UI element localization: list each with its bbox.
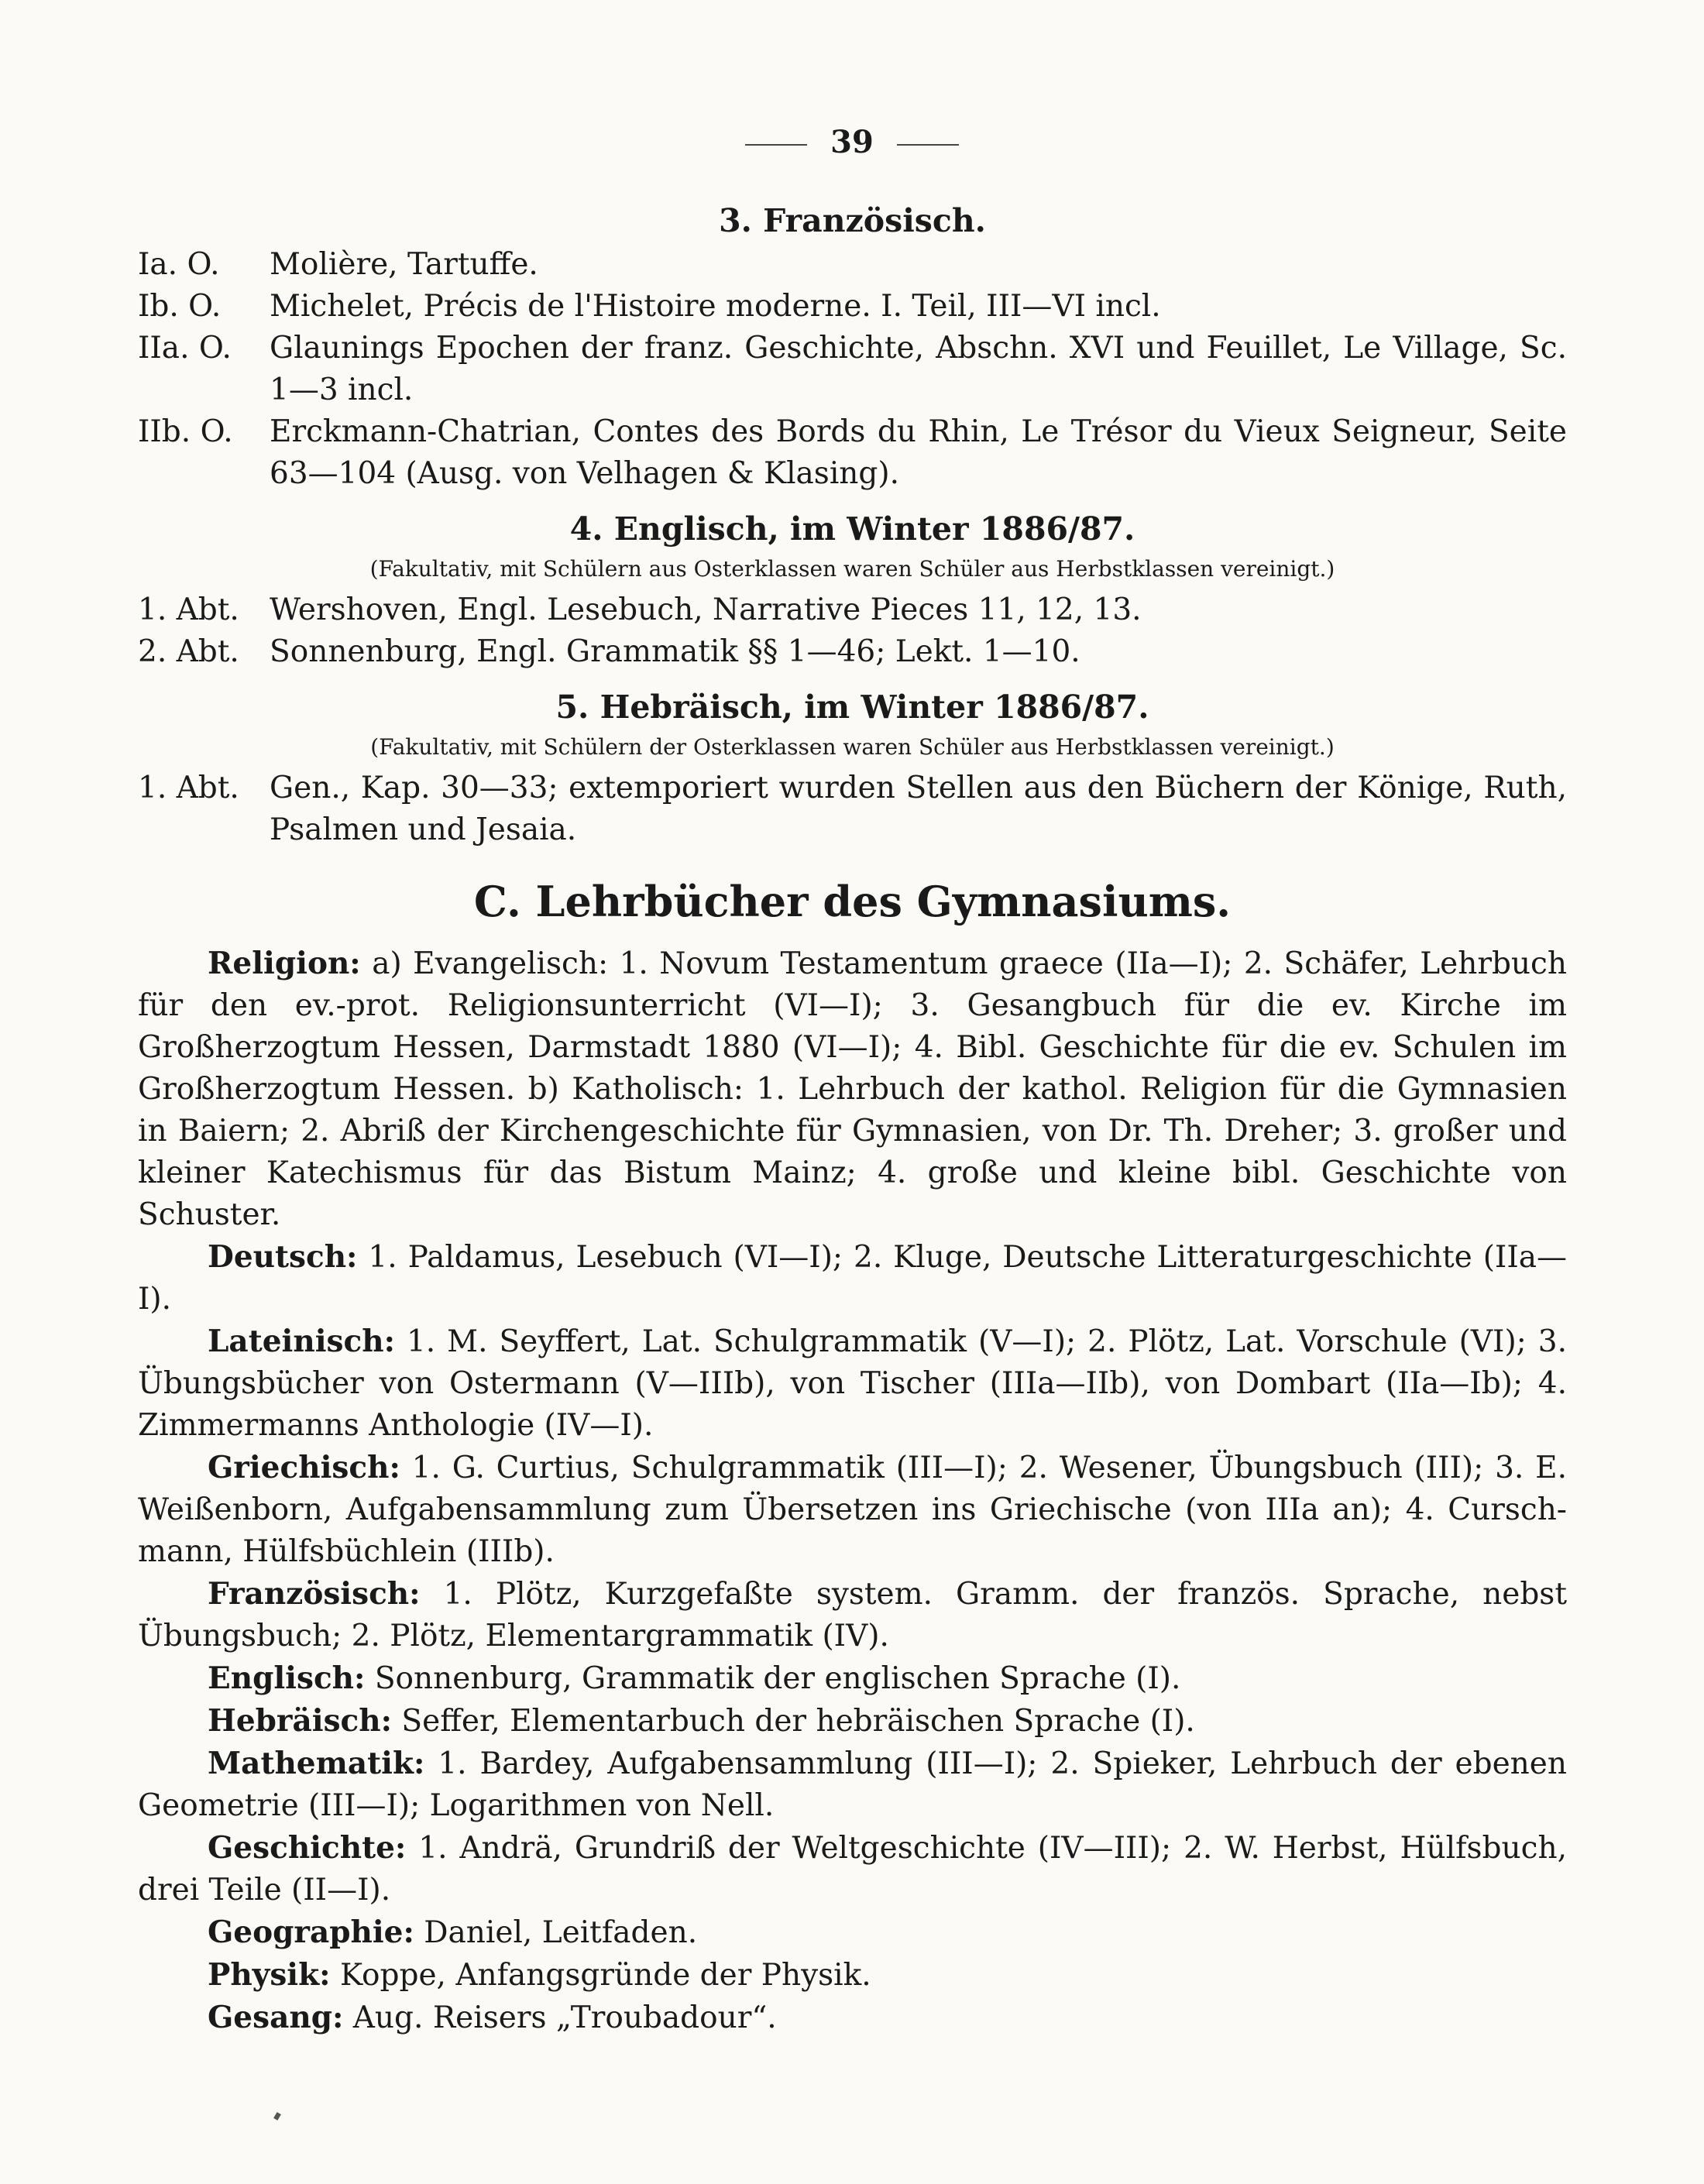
textbooks-title: C. Lehrbücher des Gymnasiums. — [473, 877, 1232, 926]
subject-label: Mathematik: — [208, 1746, 425, 1781]
entry-text: Erckmann-Chatrian, Contes des Bords du Rhin, Le Trésor du Vieux Seigneur, Seite 63—104 (Ausg. von Velhagen & Klasing). — [270, 414, 1567, 491]
print-speck — [273, 2112, 281, 2120]
subject-text: 1. G. Curtius, Schulgrammatik (III—I); 2. Wesener, Übungsbuch (III); 3. E. Weißenborn, Aufgabensammlung zum Übersetzen ins Griechische (von IIIa an); 4. Cursch-mann, Hülfsbüchlein (IIIb). — [138, 1451, 1567, 1569]
textbook-paragraph-deutsch — [138, 1236, 1567, 1320]
spacer — [138, 495, 1567, 506]
header-rule-right — [897, 144, 959, 146]
spacer — [138, 673, 1567, 684]
french-entry — [138, 411, 1567, 495]
entry-label: 2. Abt. — [138, 634, 239, 669]
entry-text: Molière, Tartuffe. — [270, 247, 538, 282]
entry-text: Michelet, Précis de l'Histoire moderne. I. Teil, III—VI incl. — [270, 289, 1161, 324]
subject-label: Gesang: — [208, 2000, 344, 2035]
textbook-paragraph-lateinisch — [138, 1320, 1567, 1447]
hebrew-note: (Fakultativ, mit Schülern der Osterklassen waren Schüler aus Herbstklassen vereinigt.) — [370, 734, 1335, 760]
english-heading: 4. Englisch, im Winter 1886/87. — [569, 510, 1135, 548]
page-content — [138, 197, 1567, 2039]
page-number-header — [0, 124, 1704, 160]
subject-label: Religion: — [208, 946, 361, 981]
subject-text: 1. Andrä, Grundriß der Weltgeschichte (IV—III); 2. W. Herbst, Hülfsbuch, drei Teile (II—I). — [138, 1831, 1567, 1908]
entry-label: 1. Abt. — [138, 592, 239, 627]
subject-text: Koppe, Anfangsgründe der Physik. — [330, 1958, 871, 1993]
subject-text: 1. Plötz, Kurzgefaßte system. Gramm. der französ. Sprache, nebst Übungsbuch; 2. Plötz, Elementargrammatik (IV). — [138, 1577, 1567, 1653]
subject-label: Deutsch: — [208, 1239, 358, 1275]
entry-text: Sonnenburg, Engl. Grammatik §§ 1—46; Lekt. 1—10. — [270, 634, 1080, 669]
textbook-paragraph-franzoesisch — [138, 1573, 1567, 1657]
textbook-paragraph-griechisch — [138, 1447, 1567, 1573]
entry-text: Gen., Kap. 30—33; extemporiert wurden Stellen aus den Büchern der Könige, Ruth, Psalmen und Jesaia. — [270, 771, 1567, 847]
subject-text: 1. Bardey, Aufgabensammlung (III—I); 2. Spieker, Lehrbuch der ebenen Geometrie (III—I); Logarithmen von Nell. — [138, 1746, 1567, 1823]
subject-label: Lateinisch: — [208, 1324, 395, 1359]
english-note: (Fakultativ, mit Schülern aus Osterklassen waren Schüler aus Herbstklassen vereinigt.) — [369, 556, 1335, 582]
entry-label: 1. Abt. — [138, 771, 239, 805]
subject-label: Physik: — [208, 1957, 331, 1993]
header-rule-left — [745, 144, 807, 146]
english-entry — [138, 589, 1567, 631]
entry-text: Glaunings Epochen der franz. Geschichte, Abschn. XVI und Feuillet, Le Village, Sc. 1—3 incl. — [270, 331, 1567, 407]
subject-label: Geschichte: — [208, 1830, 407, 1866]
subject-text: 1. Paldamus, Lesebuch (VI—I); 2. Kluge, Deutsche Litteraturgeschichte (IIa—I). — [138, 1240, 1567, 1317]
textbook-paragraph-mathematik — [138, 1743, 1567, 1827]
subject-label: Griechisch: — [208, 1450, 400, 1485]
french-entry — [138, 286, 1567, 328]
entry-label: IIa. O. — [138, 331, 232, 366]
subject-text: Daniel, Leitfaden. — [414, 1915, 698, 1950]
textbook-paragraph-religion — [138, 943, 1567, 1236]
textbook-paragraph-englisch — [138, 1657, 1567, 1700]
subject-text: Seffer, Elementarbuch der hebräischen Sprache (I). — [392, 1704, 1195, 1739]
hebrew-entry — [138, 767, 1567, 851]
textbook-paragraph-geographie — [138, 1911, 1567, 1954]
entry-label: Ib. O. — [138, 289, 222, 324]
entry-label: Ia. O. — [138, 247, 220, 282]
subject-text: Sonnenburg, Grammatik der englischen Sprache (I). — [365, 1661, 1181, 1696]
textbook-paragraph-geschichte — [138, 1827, 1567, 1911]
french-heading: 3. Französisch. — [719, 202, 986, 239]
textbook-paragraph-physik — [138, 1954, 1567, 1997]
hebrew-heading: 5. Hebräisch, im Winter 1886/87. — [555, 689, 1149, 726]
french-entry — [138, 328, 1567, 411]
subject-text: a) Evangelisch: 1. Novum Testamentum graece (IIa—I); 2. Schäfer, Lehrbuch für den ev.-prot. Religionsunterricht (VI—I); 3. Gesangbuch für die ev. Kirche im Großherzogtum Hessen, Darmstadt 1880 (VI—I); 4. Bibl. Geschichte für die ev. Schulen im Großherzogtum Hessen. b) Katholisch: 1. Lehrbuch der kathol. Religion für die Gymnasien in Baiern; 2. Abriß der Kirchengeschichte für Gymnasien, von Dr. Th. Dreher; 3. großer und kleiner Katechismus für das Bistum Mainz; 4. große und kleine bibl. Geschichte von Schuster. — [138, 946, 1567, 1232]
entry-label: IIb. O. — [138, 414, 233, 449]
subject-label: Französisch: — [208, 1576, 421, 1612]
subject-label: Hebräisch: — [208, 1703, 393, 1739]
subject-label: Geographie: — [208, 1914, 414, 1950]
subject-text: 1. M. Seyffert, Lat. Schulgrammatik (V—I); 2. Plötz, Lat. Vorschule (VI); 3. Übungsbücher von Ostermann (V—IIIb), von Tischer (IIIa—IIb), von Dombart (IIa—Ib); 4. Zimmermanns Anthologie (IV—I). — [138, 1324, 1567, 1443]
subject-text: Aug. Reisers „Troubadour“. — [343, 2000, 777, 2035]
subject-label: Englisch: — [208, 1660, 366, 1696]
french-entry — [138, 244, 1567, 286]
english-entry — [138, 631, 1567, 673]
entry-text: Wershoven, Engl. Lesebuch, Narrative Pieces 11, 12, 13. — [270, 592, 1142, 627]
textbook-paragraph-hebraeisch — [138, 1700, 1567, 1743]
textbook-paragraph-gesang — [138, 1997, 1567, 2039]
page-number: 39 — [830, 124, 874, 160]
